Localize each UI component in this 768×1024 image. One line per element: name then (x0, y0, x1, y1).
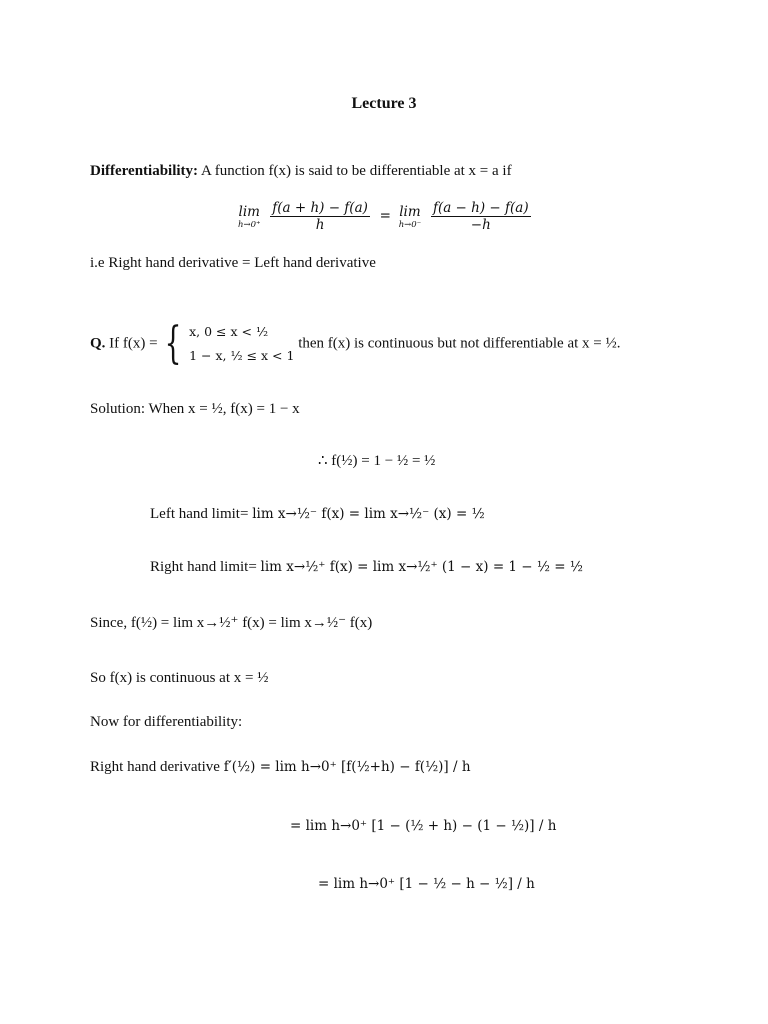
definition-text: A function f(x) is said to be differentiable at x = a if (200, 163, 512, 179)
differentiability-heading: Now for differentiability: (90, 714, 243, 730)
definition-line (90, 162, 512, 180)
fraction-left-difference: $\frac{f(a - h) - f(a)}{-h}$ (432, 200, 529, 234)
question-label: Q. (90, 335, 106, 352)
definition-formula (238, 200, 533, 233)
question-prefix: If f(x) = (109, 335, 158, 352)
right-limit-expr: lim x→½⁺ f(x) = lim x→½⁺ (1 − x) = 1 − ½ = ½ (260, 559, 583, 575)
rhd-step-1: = lim h→0⁺ [1 − (½ + h) − (1 − ½)] / h (290, 818, 557, 834)
continuity-conclusion: So f(x) is continuous at x = ½ (90, 670, 269, 686)
rhd-step-2: = lim h→0⁺ [1 − ½ − h − ½] / h (318, 876, 535, 892)
left-limit-line (150, 505, 485, 523)
left-brace: { (164, 318, 182, 369)
equals-sign: = (379, 208, 391, 225)
limit-right: lim h→0⁺ (238, 203, 261, 230)
since-line: Since, f(½) = lim x→½⁺ f(x) = lim x→½⁻ f(x) (90, 615, 373, 631)
question-block (90, 320, 620, 368)
ie-line: i.e Right hand derivative = Left hand derivative (90, 255, 376, 271)
left-limit-label: Left hand limit= (150, 506, 249, 522)
f-half-value: ∴ f(½) = 1 − ½ = ½ (318, 453, 436, 469)
case-1: x, 0 ≤ x < ½ (189, 324, 269, 339)
rhd-expr: f′(½) = lim h→0⁺ [f(½+h) − f(½)] / h (223, 759, 471, 775)
limit-left: lim h→0⁻ (398, 203, 422, 230)
case-2: 1 − x, ½ ≤ x < 1 (189, 348, 295, 363)
page-title: Lecture 3 (351, 95, 417, 112)
fraction-right-difference: $\frac{f(a + h) - f(a)}{h}$ (272, 200, 368, 234)
piecewise-cases (189, 320, 294, 368)
solution-line: Solution: When x = ½, f(x) = 1 − x (90, 401, 300, 417)
question-suffix: then f(x) is continuous but not differentiable at x = ½. (298, 335, 621, 352)
right-limit-line (150, 558, 583, 576)
left-limit-expr: lim x→½⁻ f(x) = lim x→½⁻ (x) = ½ (252, 506, 485, 522)
definition-term: Differentiability: (90, 163, 199, 179)
right-limit-label: Right hand limit= (150, 559, 257, 575)
rhd-label: Right hand derivative (90, 759, 220, 775)
rhd-line (90, 758, 471, 776)
